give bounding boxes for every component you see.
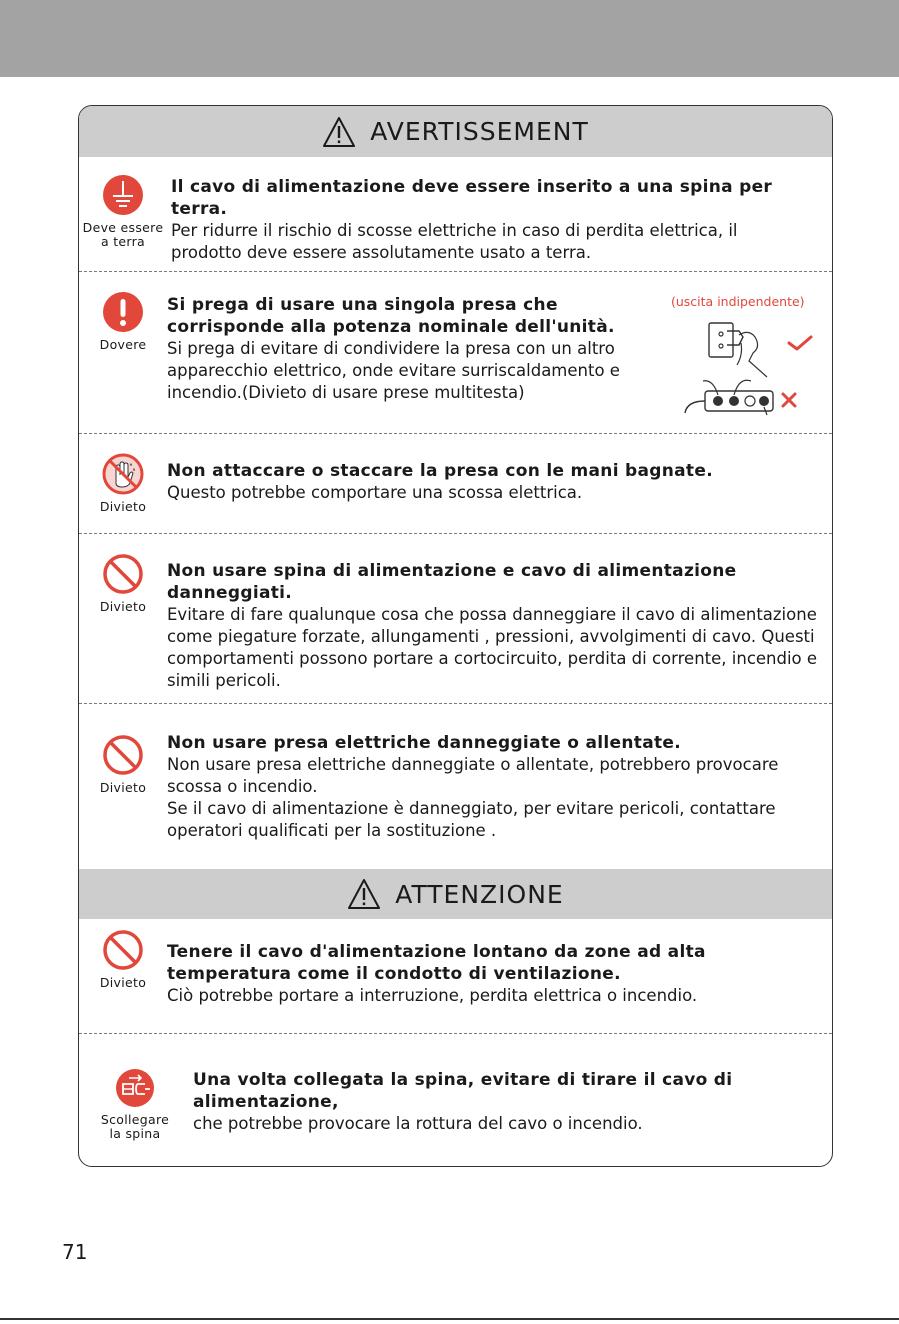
outlet-illustration-icon <box>683 317 827 417</box>
header-band <box>0 0 899 77</box>
bottom-rule <box>0 1318 899 1320</box>
warning-band <box>79 106 832 157</box>
section-heading: Il cavo di alimentazione deve essere inserito a una spina per terra. <box>171 177 773 219</box>
section-text <box>193 1069 733 1135</box>
warning-title: AVERTISSEMENT <box>370 117 589 146</box>
page-number: 71 <box>62 1240 88 1264</box>
icon-block <box>79 929 167 990</box>
icon-label: Divieto <box>99 780 147 795</box>
section-body: che potrebbe provocare la rottura del cavo o incendio. <box>193 1114 643 1133</box>
section-text <box>167 732 807 842</box>
icon-block <box>79 174 167 249</box>
section-single-outlet <box>79 271 832 433</box>
prohibited-icon <box>102 553 144 595</box>
prohibited-icon <box>102 734 144 776</box>
section-heat <box>79 919 832 1033</box>
independent-outlet-note: (uscita indipendente) <box>671 294 805 309</box>
prohibited-icon <box>102 929 144 971</box>
section-body: Per ridurre il rischio di scosse elettriche in caso di perdita elettrica, il prodotto deve essere assolutamente usato a terra. <box>171 221 738 262</box>
section-body: Non usare presa elettriche danneggiate o allentate, potrebbero provocare scossa o incendio. <box>167 755 779 796</box>
icon-label: Scollegare la spina <box>100 1112 170 1141</box>
section-heading: Non usare spina di alimentazione e cavo di alimentazione danneggiati. <box>167 561 737 603</box>
section-damaged-cable <box>79 533 832 703</box>
section-heading: Tenere il cavo d'alimentazione lontano da zone ad alta temperatura come il condotto di ventilazione. <box>167 942 706 984</box>
section-text <box>171 176 811 264</box>
safety-card <box>78 105 833 1167</box>
icon-label: Dovere <box>99 337 147 352</box>
icon-block <box>91 1068 179 1141</box>
caution-band <box>79 869 832 919</box>
section-body: Questo potrebbe comportare una scossa elettrica. <box>167 483 583 502</box>
caution-title: ATTENZIONE <box>395 879 564 909</box>
icon-block <box>79 553 167 614</box>
section-ground <box>79 157 832 271</box>
section-text <box>167 294 657 404</box>
section-damaged-socket <box>79 703 832 869</box>
section-body: Si prega di evitare di condividere la presa con un altro apparecchio elettrico, onde evitare surriscaldamento e incendio.(Divieto di usare prese multitesta) <box>167 339 620 402</box>
ground-icon <box>102 174 144 216</box>
icon-block <box>79 291 167 352</box>
wet-hand-prohibited-icon <box>102 453 144 495</box>
section-body: Evitare di fare qualunque cosa che possa danneggiare il cavo di alimentazione come piegature forzate, allungamenti , pressioni, avvolgimenti di cavo. Questi comportamenti possono portare a cortocircuito, perdita di corrente, incendio e simili pericoli. <box>167 605 818 690</box>
exclamation-icon <box>102 291 144 333</box>
section-unplug <box>79 1033 832 1167</box>
icon-block <box>79 453 167 514</box>
section-heading: Si prega di usare una singola presa che corrisponde alla potenza nominale dell'unità. <box>167 295 615 337</box>
unplug-icon <box>115 1068 155 1108</box>
section-wet-hands <box>79 433 832 533</box>
section-heading: Non usare presa elettriche danneggiate o allentate. <box>167 733 681 753</box>
icon-label: Divieto <box>99 599 147 614</box>
icon-label: Deve essere a terra <box>82 220 164 249</box>
section-body-extra: Se il cavo di alimentazione è danneggiato, per evitare pericoli, contattare operatori qualificati per la sostituzione . <box>167 799 776 840</box>
icon-label: Divieto <box>99 499 147 514</box>
section-heading: Una volta collegata la spina, evitare di tirare il cavo di alimentazione, <box>193 1070 733 1112</box>
section-heading: Non attaccare o staccare la presa con le mani bagnate. <box>167 461 713 481</box>
warning-triangle-icon <box>322 116 356 148</box>
section-text <box>167 941 807 1007</box>
warning-triangle-icon <box>347 878 381 910</box>
section-text <box>167 460 807 504</box>
section-body: Ciò potrebbe portare a interruzione, perdita elettrica o incendio. <box>167 986 698 1005</box>
section-text <box>167 560 819 692</box>
icon-block <box>79 734 167 795</box>
icon-label: Divieto <box>99 975 147 990</box>
